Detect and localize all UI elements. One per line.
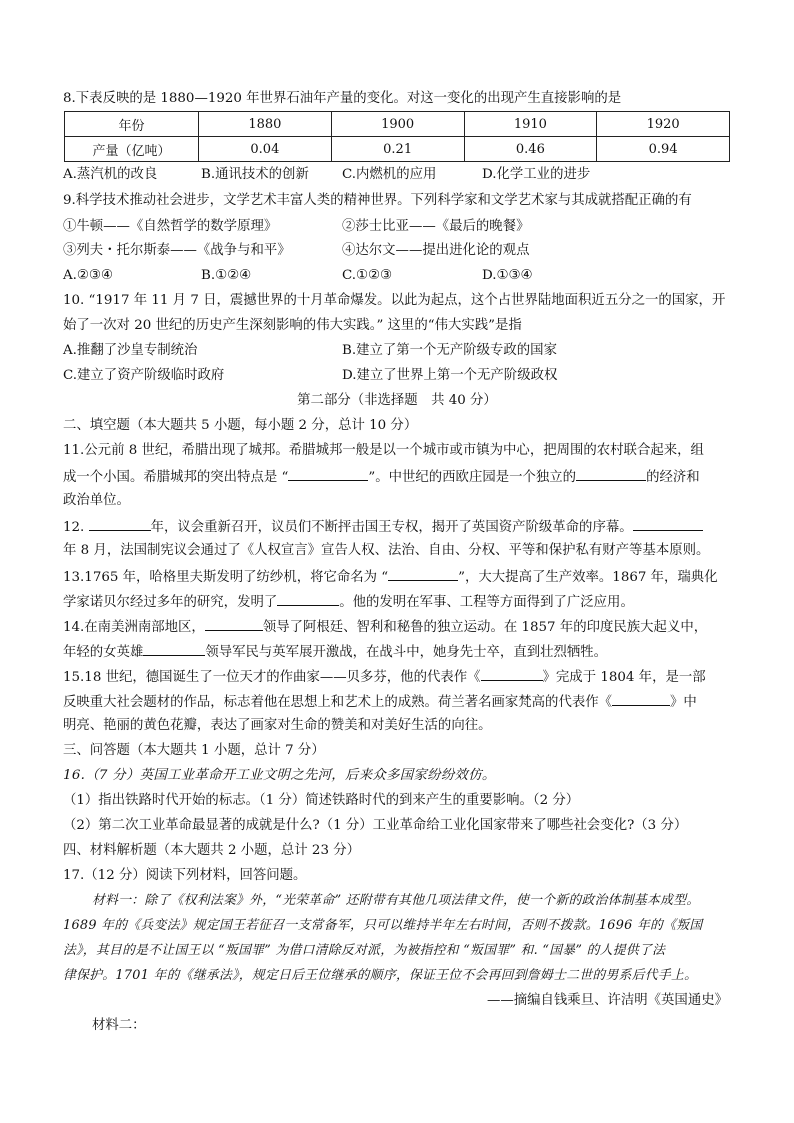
part2-title: 第二部分（非选择题 共 40 分） xyxy=(297,393,497,408)
q16-part-1: （1）指出铁路时代开始的标志。（1 分）简述铁路时代的到来产生的重要影响。（2 分） xyxy=(63,793,580,808)
q15-text: 反映重大社会题材的作品，标志着他在思想上和艺术上的成熟。荷兰著名画家梵高的代表作《 xyxy=(63,695,613,710)
material-1-line-1: 材料一：除了《权利法案》外，“光荣革命” 还附带有其他几项法律文件，使一个新的政治体制基本成型。 xyxy=(92,893,700,908)
q10-stem-line-2: 始了一次对 20 世纪的历史产生深刻影响的伟大实践。” 这里的“伟大实践”是指 xyxy=(63,318,522,333)
answer-blank[interactable] xyxy=(576,466,646,481)
q9-option-b: B.①②④ xyxy=(201,268,252,283)
q12-line-2: 年 8 月，法国制宪议会通过了《人权宣言》宣告人权、法治、自由、分权、平等和保护私有财产等基本原则。 xyxy=(63,543,710,558)
q13-line-1 xyxy=(63,566,718,588)
q8-stem: 8.下表反映的是 1880—1920 年世界石油年产量的变化。对这一变化的出现产生直接影响的是 xyxy=(63,91,622,106)
q12-text: 年，议会重新召开，议员们不断抨击国王专权，揭开了英国资产阶级革命的序幕。 xyxy=(150,520,633,535)
q9-option-a: A.②③④ xyxy=(63,268,113,283)
q14-text: 领导了阿根廷、智利和秘鲁的独立运动。在 1857 年的印度民族大起义中， xyxy=(262,620,708,635)
q13-text: ”，大大提高了生产效率。1867 年，瑞典化 xyxy=(458,570,718,585)
table-cell: 1920 xyxy=(597,112,730,137)
table-cell: 0.21 xyxy=(331,137,464,162)
q17-stem: 17.（12 分）阅读下列材料，回答问题。 xyxy=(63,868,307,883)
q9-item-4: ④达尔文——提出进化论的观点 xyxy=(342,243,530,258)
section3-title: 三、问答题（本大题共 1 小题，总计 7 分） xyxy=(63,743,325,758)
q8-option-b: B.通讯技术的创新 xyxy=(201,167,309,182)
q13-text: 。他的发明在军事、工程等方面得到了广泛应用。 xyxy=(339,595,634,610)
q14-text: 领导军民与英军展开激战，在战斗中，她身先士卒，直到壮烈牺牲。 xyxy=(205,645,608,660)
table-cell: 0.46 xyxy=(464,137,597,162)
q15-line-2 xyxy=(63,691,697,713)
q15-text: 》完成于 1804 年，是一部 xyxy=(542,670,706,685)
q11-text: ”。中世纪的西欧庄园是一个独立的 xyxy=(368,470,577,485)
material-1-line-3: 法》，其目的是不让国王以 “叛国罪” 为借口清除反对派，为被指控和 “叛国罪” 和. “国暴” 的人提供了法 xyxy=(63,943,666,958)
answer-blank[interactable] xyxy=(388,566,458,581)
answer-blank[interactable] xyxy=(633,516,703,531)
q10-stem-line-1: 10. “1917 年 11 月 7 日，震撼世界的十月革命爆发。以此为起点，这个占世界陆地面积近五分之一的国家，开 xyxy=(63,293,726,308)
table-cell: 1910 xyxy=(464,112,597,137)
table-cell: 1900 xyxy=(331,112,464,137)
q8-option-d: D.化学工业的进步 xyxy=(482,167,591,182)
q9-item-1: ①牛顿——《自然哲学的数学原理》 xyxy=(63,219,278,234)
q10-option-a: A.推翻了沙皇专制统治 xyxy=(63,343,198,358)
material-1-line-2: 1689 年的《兵变法》规定国王若征召一支常备军，只可以维持半年左右时间，否则不拨款。1696 年的《叛国 xyxy=(63,918,703,933)
q13-line-2 xyxy=(63,591,634,613)
material-2-label: 材料二： xyxy=(92,1018,146,1033)
q11-line-3: 政治单位。 xyxy=(63,493,130,508)
q15-line-1 xyxy=(63,666,706,688)
q13-text: 学家诺贝尔经过多年的研究，发明了 xyxy=(63,595,278,610)
answer-blank[interactable] xyxy=(205,616,263,631)
q12-text: 12. xyxy=(63,520,85,535)
q11-line-1: 11.公元前 8 世纪，希腊出现了城邦。希腊城邦一般是以一个城市或市镇为中心，把周围的农村联合起来，组 xyxy=(63,443,704,458)
q13-text: 13.1765 年，哈格里夫斯发明了纺纱机，将它命名为 “ xyxy=(63,570,389,585)
table-cell: 1880 xyxy=(199,112,332,137)
table-row xyxy=(65,137,730,162)
answer-blank[interactable] xyxy=(612,691,670,706)
material-1-line-4: 律保护。1701 年的《继承法》，规定日后王位继承的顺序，保证王位不会再回到詹姆士二世的男系后代手上。 xyxy=(63,968,698,983)
answer-blank[interactable] xyxy=(143,641,205,656)
q14-line-1 xyxy=(63,616,707,638)
q16-part-2: （2）第二次工业革命最显著的成就是什么?（1 分）工业革命给工业化国家带来了哪些社会变化?（3 分） xyxy=(63,818,688,833)
q8-option-c: C.内燃机的应用 xyxy=(342,167,437,182)
q9-item-2: ②莎士比亚——《最后的晚餐》 xyxy=(342,219,530,234)
section4-title: 四、材料解析题（本大题共 2 小题，总计 23 分） xyxy=(63,843,361,858)
table-header-row xyxy=(65,112,730,137)
q11-text: 的经济和 xyxy=(646,470,700,485)
answer-blank[interactable] xyxy=(89,516,151,531)
answer-blank[interactable] xyxy=(277,591,339,606)
q10-option-d: D.建立了世界上第一个无产阶级政权 xyxy=(342,368,558,383)
q15-text: 15.18 世纪，德国诞生了一位天才的作曲家——贝多芬，他的代表作《 xyxy=(63,670,481,685)
q15-line-3: 明亮、艳丽的黄色花瓣，表达了画家对生命的赞美和对美好生活的向往。 xyxy=(63,718,492,733)
table-cell: 0.04 xyxy=(199,137,332,162)
q14-text: 14.在南美洲南部地区， xyxy=(63,620,205,635)
q14-line-2 xyxy=(63,641,607,663)
answer-blank[interactable] xyxy=(481,666,543,681)
q9-stem: 9.科学技术推动社会进步，文学艺术丰富人类的精神世界。下列科学家和文学艺术家与其成就搭配正确的有 xyxy=(63,193,692,208)
table-cell: 产量（亿吨） xyxy=(65,137,199,162)
q9-option-c: C.①②③ xyxy=(342,268,393,283)
q12-line-1 xyxy=(63,516,703,538)
q14-text: 年轻的女英雄 xyxy=(63,645,144,660)
section2-title: 二、填空题（本大题共 5 小题，每小题 2 分，总计 10 分） xyxy=(63,418,418,433)
q16-stem: 16.（7 分）英国工业革命开工业文明之先河，后来众多国家纷纷效仿。 xyxy=(63,768,496,783)
q9-option-d: D.①③④ xyxy=(482,268,533,283)
q11-line-2 xyxy=(63,466,700,488)
material-1-source: ——摘编自钱乘旦、许洁明《英国通史》 xyxy=(486,993,728,1008)
table-cell: 年份 xyxy=(65,112,199,137)
answer-blank[interactable] xyxy=(288,466,368,481)
table-cell: 0.94 xyxy=(597,137,730,162)
q8-option-a: A.蒸汽机的改良 xyxy=(63,167,158,182)
q10-option-b: B.建立了第一个无产阶级专政的国家 xyxy=(342,343,557,358)
oil-production-table xyxy=(64,111,730,162)
q10-option-c: C.建立了资产阶级临时政府 xyxy=(63,368,225,383)
q15-text: 》中 xyxy=(670,695,697,710)
q11-text: 成一个小国。希腊城邦的突出特点是 “ xyxy=(63,470,289,485)
q9-item-3: ③列夫・托尔斯泰——《战争与和平》 xyxy=(63,243,291,258)
